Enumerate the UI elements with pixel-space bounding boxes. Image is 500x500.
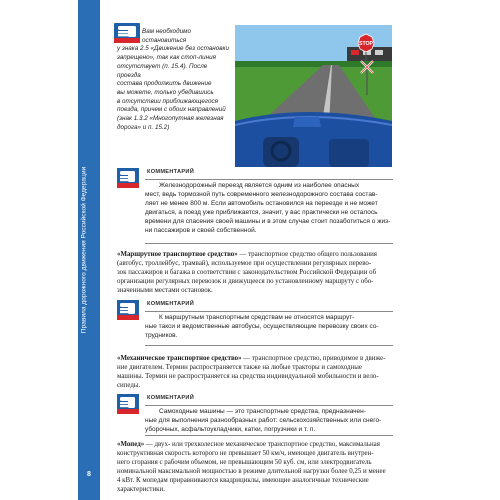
comment-line: К маршрутным транспортным средствам не относятся маршрут- xyxy=(159,314,355,321)
comment-box xyxy=(117,168,393,246)
comment-label: КОММЕНТАРИЙ xyxy=(147,169,195,175)
intro-line: в отсутствии приближающегося xyxy=(117,97,218,105)
definition-line: — транспортное средство общего пользования xyxy=(237,251,377,258)
comment-rule xyxy=(145,243,393,244)
page-number: 8 xyxy=(87,471,91,478)
comment-line: мест, ведь тормозной путь современного железнодорожного состава состав- xyxy=(145,190,378,198)
comment-line: Самоходные машины — это транспортные средства, предназначен- xyxy=(159,408,366,415)
comment-line: ные для выполнения разнообразных работ: сельскохозяйственных или снего- xyxy=(145,416,382,424)
comment-text xyxy=(145,314,393,341)
intro-line: вы можете, только убедившись xyxy=(117,88,214,96)
definition-line: ние двигателем. Термин распространяется также на любые тракторы и самоходные xyxy=(117,364,362,372)
definition-term: «Механическое транспортное средство» xyxy=(117,355,242,362)
definition-line: зок пассажиров и багажа в соответствии с законодательством Российской Федерации об xyxy=(117,269,377,277)
comment-rule xyxy=(145,179,393,180)
intro-line: (знак 1.3.2 «Многопутная железная xyxy=(117,115,224,123)
definition-line: — транспортное средство, приводимое в движе- xyxy=(241,355,386,362)
intro-line: Вам необходимо xyxy=(142,28,191,35)
definition-mekhanicheskoe xyxy=(117,354,396,390)
intro-line: дорога» и п. 15.2) xyxy=(117,123,170,131)
definition-line: сипеды. xyxy=(117,382,141,390)
comment-box xyxy=(117,394,393,438)
running-title xyxy=(80,166,94,334)
definition-line: него сгорания с рабочим объемом, не превышающим 50 куб. см, или электродвигатель xyxy=(117,459,372,467)
definition-line: значенными местами остановок. xyxy=(117,287,213,295)
definition-term: «Маршрутное транспортное средство» xyxy=(117,251,238,258)
definition-line: организации регулярных перевозок и движущееся по установленному маршруту с обо- xyxy=(117,278,374,286)
comment-rule xyxy=(145,405,393,406)
hand-pointer-icon xyxy=(117,300,139,320)
railway-crossing-illustration xyxy=(235,25,392,167)
intro-line: у знака 2.5 «Движение без остановки xyxy=(117,45,230,53)
definition-term: «Мопед» xyxy=(117,441,145,448)
comment-rule xyxy=(145,435,393,436)
intro-note xyxy=(117,28,231,132)
running-title-text: Правила дорожного движения Российской Федерации xyxy=(80,166,88,334)
definition-line: машины. Термин не распространяется на средства индивидуальной мобильности и вело- xyxy=(117,373,379,381)
definition-marshrutnoe xyxy=(117,250,396,295)
comment-text xyxy=(145,182,393,235)
comment-box xyxy=(117,300,393,348)
comment-line: времени для спасения своей машины и в этом случае стоит позаботиться о жиз- xyxy=(145,217,391,225)
stop-sign-text: STOP xyxy=(358,41,374,47)
definition-moped xyxy=(117,440,396,495)
comment-line: уборочных, асфальтоукладчики, катки, погрузчики и т. п. xyxy=(145,425,316,433)
comment-line: Железнодорожный переезд является одним из наиболее опасных xyxy=(159,182,360,189)
hand-pointer-icon xyxy=(117,168,139,188)
definition-line: (автобус, троллейбус, трамвай), используемое при осуществлении регулярных перево- xyxy=(117,260,372,268)
comment-line: ные такси и ведомственные автобусы, осуществляющие перевозку своих со- xyxy=(145,322,379,330)
hand-pointer-icon xyxy=(117,394,139,414)
comment-label: КОММЕНТАРИЙ xyxy=(147,395,195,401)
intro-line: остановиться xyxy=(142,36,187,44)
comment-text xyxy=(145,408,393,435)
definition-line: — двух- или трехколесное механическое транспортное средство, максимальная xyxy=(144,441,380,448)
comment-line: двигаться, а поезд уже приближается, значит, у вас практически не осталось xyxy=(145,208,378,216)
comment-line: трудников. xyxy=(145,331,178,339)
comment-line: ляет не менее 800 м. Если автомобиль остановился на переезде и не может xyxy=(145,199,378,207)
definition-line: номинальной максимальной мощностью в режиме длительной нагрузки более 0,25 и менее xyxy=(117,468,386,476)
comment-line: ни пассажиров и своей собственной. xyxy=(145,226,257,234)
comment-rule xyxy=(145,311,393,312)
intro-line: поезда, причем с обоих направлений xyxy=(117,106,226,114)
intro-line: запрещено», так как стоп-линия xyxy=(117,54,216,62)
definition-line: 4 кВт. К мопедам приравниваются квадрициклы, имеющие аналогичные технические xyxy=(117,477,369,485)
intro-line: состава продолжить движение xyxy=(117,80,212,88)
comment-rule xyxy=(145,345,393,346)
definition-line: характеристики. xyxy=(117,486,165,494)
intro-line: отсутствует (п. 15.4). После проезда xyxy=(117,62,208,79)
definition-line: конструктивная скорость которого не превышает 50 км/ч, имеющее двигатель внутрен- xyxy=(117,450,374,458)
comment-label: КОММЕНТАРИЙ xyxy=(147,301,195,307)
